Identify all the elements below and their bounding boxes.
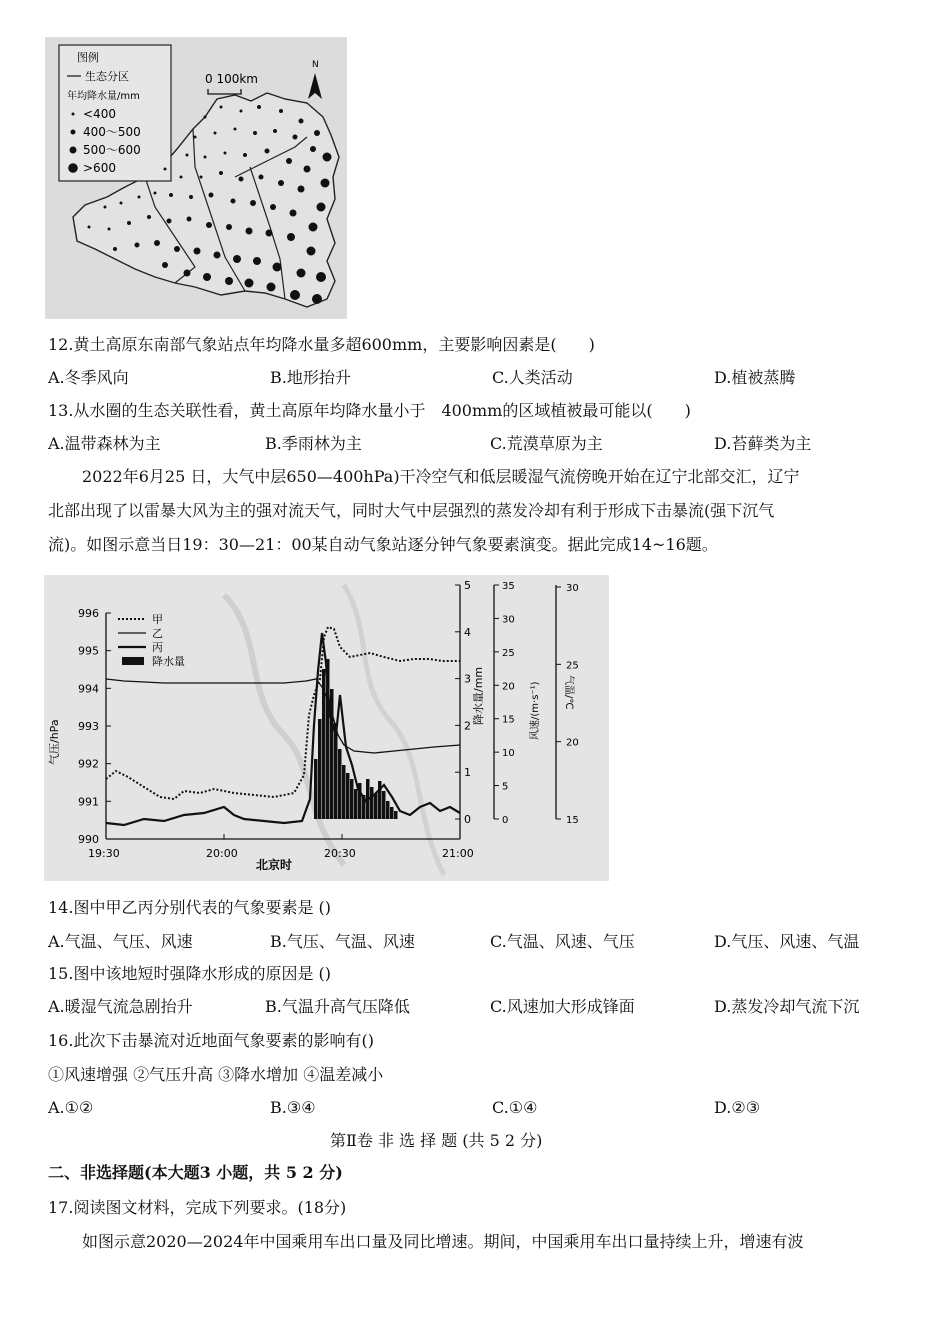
station-dot: [127, 221, 131, 225]
station-dot: [234, 128, 237, 131]
station-dot: [259, 175, 264, 180]
pressure-tick-label: 994: [78, 682, 99, 696]
station-dot: [200, 176, 203, 179]
station-dot: [169, 193, 173, 197]
station-dot: [154, 192, 157, 195]
wind-tick-label: 10: [502, 748, 515, 760]
north-label: N: [312, 60, 319, 70]
precip-bar: [394, 811, 398, 819]
legend-item-2: 400～500: [83, 125, 141, 139]
q14-option-c[interactable]: C.气温、风速、气压: [490, 932, 635, 951]
station-dot: [209, 193, 214, 198]
station-dot: [307, 247, 316, 256]
station-dot: [194, 136, 197, 139]
wind-tick-label: 20: [502, 681, 515, 693]
station-dot: [174, 246, 180, 252]
station-dot: [246, 228, 253, 235]
pressure-tick-label: 992: [78, 757, 99, 771]
temp-tick-label: 15: [566, 815, 579, 826]
q17-stem: 17.阅读图文材料，完成下列要求。(18分): [48, 1198, 347, 1217]
station-dot: [286, 158, 292, 164]
station-dot: [203, 273, 211, 281]
legend-item-4: >600: [83, 161, 116, 175]
q16-option-a[interactable]: A.①②: [48, 1098, 94, 1117]
station-dot: [265, 149, 270, 154]
precip-bar: [354, 789, 358, 819]
pressure-tick-label: 996: [78, 607, 99, 620]
station-dot: [225, 277, 233, 285]
station-dot: [290, 210, 297, 217]
scale-label: 0 100km: [205, 72, 258, 86]
pressure-tick-label: 993: [78, 720, 99, 733]
legend-boundary: 生态分区: [85, 70, 129, 83]
station-dot: [113, 247, 117, 251]
station-dot: [257, 105, 261, 109]
legend-precip: 降水量: [152, 655, 185, 668]
station-dot: [108, 228, 111, 231]
station-dot: [293, 135, 298, 140]
map-svg: [45, 37, 347, 319]
precip-bar: [374, 793, 378, 819]
precip-bar: [350, 779, 354, 819]
q15-option-c[interactable]: C.风速加大形成锋面: [490, 997, 635, 1016]
precip-axis-label: 降水量/mm: [472, 666, 485, 725]
station-dot: [120, 202, 123, 205]
legend-yi: 乙: [152, 627, 163, 640]
station-dot: [219, 171, 223, 175]
pressure-tick-label: 995: [78, 644, 99, 658]
station-dot: [309, 223, 318, 232]
station-dot: [279, 109, 283, 113]
temp-tick-label: 30: [566, 583, 579, 594]
q15-option-a[interactable]: A.暖湿气流急剧抬升: [48, 997, 193, 1016]
legend-precip-title: 年均降水量/mm: [67, 91, 140, 102]
station-dot: [304, 166, 311, 173]
station-dot: [164, 168, 167, 171]
station-dot: [290, 290, 300, 300]
passage-line-1: 2022年6月25 日，大气中层650—400hPa)干冷空气和低层暖湿气流傍晚开始在辽宁北部交汇，辽宁: [82, 467, 800, 486]
precip-tick-label: 0: [464, 813, 471, 826]
station-dot: [267, 283, 276, 292]
station-dot: [250, 200, 256, 206]
station-dot: [186, 154, 189, 157]
legend-item-1: <400: [83, 107, 116, 121]
weather-chart-svg: [44, 575, 609, 881]
precip-bar: [346, 773, 350, 819]
precip-tick-label: 3: [464, 672, 471, 686]
precip-bar: [386, 801, 390, 819]
temp-tick-label: 20: [566, 737, 579, 749]
station-dot: [270, 204, 276, 210]
station-dot: [321, 179, 330, 188]
precip-bar: [382, 791, 386, 819]
station-dot: [298, 186, 305, 193]
precip-bar: [370, 787, 374, 819]
q16-option-d[interactable]: D.②③: [714, 1098, 761, 1117]
station-dot: [273, 129, 277, 133]
q14-option-a[interactable]: A.气温、气压、风速: [48, 932, 193, 951]
station-dot: [88, 226, 91, 229]
station-dot: [147, 215, 151, 219]
precip-tick-label: 2: [464, 719, 471, 733]
q16-stem: 16.此次下击暴流对近地面气象要素的影响有(): [48, 1031, 374, 1050]
precip-bar: [334, 723, 338, 819]
precip-tick-label: 4: [464, 625, 471, 639]
station-dot: [231, 199, 236, 204]
wind-tick-label: 5: [502, 781, 509, 793]
weather-chart: [44, 575, 609, 881]
station-dot: [253, 131, 257, 135]
loess-plateau-map: [45, 37, 347, 319]
station-dot: [154, 240, 160, 246]
station-dot: [266, 230, 273, 237]
station-dot: [310, 146, 316, 152]
station-dot: [194, 248, 201, 255]
time-tick-label: 20:30: [324, 847, 356, 860]
station-dot: [214, 132, 217, 135]
wind-tick-label: 15: [502, 714, 515, 726]
q12-option-b[interactable]: B.地形抬升: [270, 368, 351, 387]
precip-bar: [314, 759, 318, 819]
pressure-tick-label: 991: [78, 795, 99, 809]
temp-tick-label: 25: [566, 660, 579, 672]
q13-stem: 13.从水圈的生态关联性看，黄土高原年均降水量小于 400mm的区域植被最可能以( ): [48, 401, 691, 420]
station-dot: [317, 203, 326, 212]
legend-bing: 丙: [152, 641, 163, 654]
station-dot: [184, 270, 191, 277]
time-tick-label: 19:30: [88, 847, 120, 860]
q15-option-d[interactable]: D.蒸发冷却气流下沉: [714, 997, 860, 1016]
precip-bar: [342, 765, 346, 819]
station-dot: [204, 116, 207, 119]
legend-title: 图例: [77, 51, 99, 64]
q13-option-a[interactable]: A.温带森林为主: [48, 434, 161, 453]
station-dot: [299, 119, 304, 124]
precip-tick-label: 5: [464, 579, 471, 592]
time-tick-label: 21:00: [442, 847, 474, 860]
station-dot: [297, 269, 306, 278]
station-dot: [323, 153, 332, 162]
precip-bar: [338, 749, 342, 819]
wind-axis-label: 风速/(m·s⁻¹): [530, 681, 541, 740]
station-dot: [206, 222, 212, 228]
precip-bar: [318, 719, 322, 819]
volume-title: 第Ⅱ卷 非 选 择 题 (共 5 2 分): [330, 1131, 543, 1150]
temp-axis-label: 气温/℃: [563, 675, 574, 710]
precip-bar: [390, 807, 394, 819]
q12-option-d[interactable]: D.植被蒸腾: [714, 368, 796, 387]
station-dot: [314, 130, 320, 136]
q13-option-b[interactable]: B.季雨林为主: [265, 434, 362, 453]
station-dot: [214, 252, 221, 259]
q15-option-b[interactable]: B.气温升高气压降低: [265, 997, 410, 1016]
station-dot: [239, 177, 244, 182]
station-dot: [162, 262, 168, 268]
passage-line-2: 北部出现了以雷暴大风为主的强对流天气，同时大气中层强烈的蒸发冷却有利于形成下击暴流(强下沉气: [48, 501, 775, 520]
time-axis-label: 北京时: [256, 858, 293, 872]
station-dot: [253, 257, 261, 265]
q14-stem: 14.图中甲乙丙分别代表的气象要素是 (): [48, 898, 332, 917]
station-dot: [287, 233, 295, 241]
station-dot: [167, 219, 172, 224]
passage-line-3: 流)。如图示意当日19：30—21：00某自动气象站逐分钟气象要素演变。据此完成14~16题。: [48, 535, 718, 554]
wind-tick-label: 0: [502, 815, 509, 826]
q16-items: ①风速增强 ②气压升高 ③降水增加 ④温差减小: [48, 1065, 384, 1084]
station-dot: [245, 279, 254, 288]
station-dot: [240, 110, 243, 113]
station-dot: [187, 217, 192, 222]
q13-option-c[interactable]: C.荒漠草原为主: [490, 434, 603, 453]
station-dot: [204, 156, 207, 159]
station-dot: [220, 106, 223, 109]
legend-item-3: 500～600: [83, 143, 141, 157]
pressure-tick-label: 990: [78, 833, 99, 846]
legend-jia: 甲: [152, 613, 163, 626]
precip-tick-label: 1: [464, 766, 471, 780]
station-dot: [138, 196, 141, 199]
station-dot: [316, 272, 326, 282]
q12-stem: 12.黄土高原东南部气象站点年均降水量多超600mm，主要影响因素是( ): [48, 335, 595, 354]
station-dot: [180, 176, 183, 179]
time-tick-label: 20:00: [206, 847, 238, 860]
q15-stem: 15.图中该地短时强降水形成的原因是 (): [48, 964, 332, 983]
pressure-axis-label: 气压/hPa: [48, 719, 61, 765]
wind-tick-label: 25: [502, 647, 515, 659]
q12-option-a[interactable]: A.冬季风向: [48, 368, 129, 387]
station-dot: [104, 206, 107, 209]
station-dot: [233, 255, 241, 263]
q13-option-d[interactable]: D.苔藓类为主: [714, 434, 812, 453]
station-dot: [189, 195, 193, 199]
station-dot: [273, 263, 282, 272]
q14-option-d[interactable]: D.气压、风速、气温: [714, 932, 860, 951]
q16-option-c[interactable]: C.①④: [492, 1098, 538, 1117]
q17-text: 如图示意2020—2024年中国乘用车出口量及同比增速。期间，中国乘用车出口量持续上升，增速有波: [82, 1232, 804, 1251]
station-dot: [278, 180, 284, 186]
q12-option-c[interactable]: C.人类活动: [492, 368, 573, 387]
station-dot: [243, 153, 247, 157]
station-dot: [135, 243, 140, 248]
station-dot: [226, 224, 232, 230]
station-dot: [312, 294, 322, 304]
wind-tick-label: 30: [502, 614, 515, 626]
wind-tick-label: 35: [502, 581, 515, 592]
q14-option-b[interactable]: B.气压、气温、风速: [270, 932, 415, 951]
section-heading: 二、非选择题(本大题3 小题，共 5 2 分): [48, 1163, 343, 1182]
q16-option-b[interactable]: B.③④: [270, 1098, 316, 1117]
station-dot: [224, 152, 227, 155]
